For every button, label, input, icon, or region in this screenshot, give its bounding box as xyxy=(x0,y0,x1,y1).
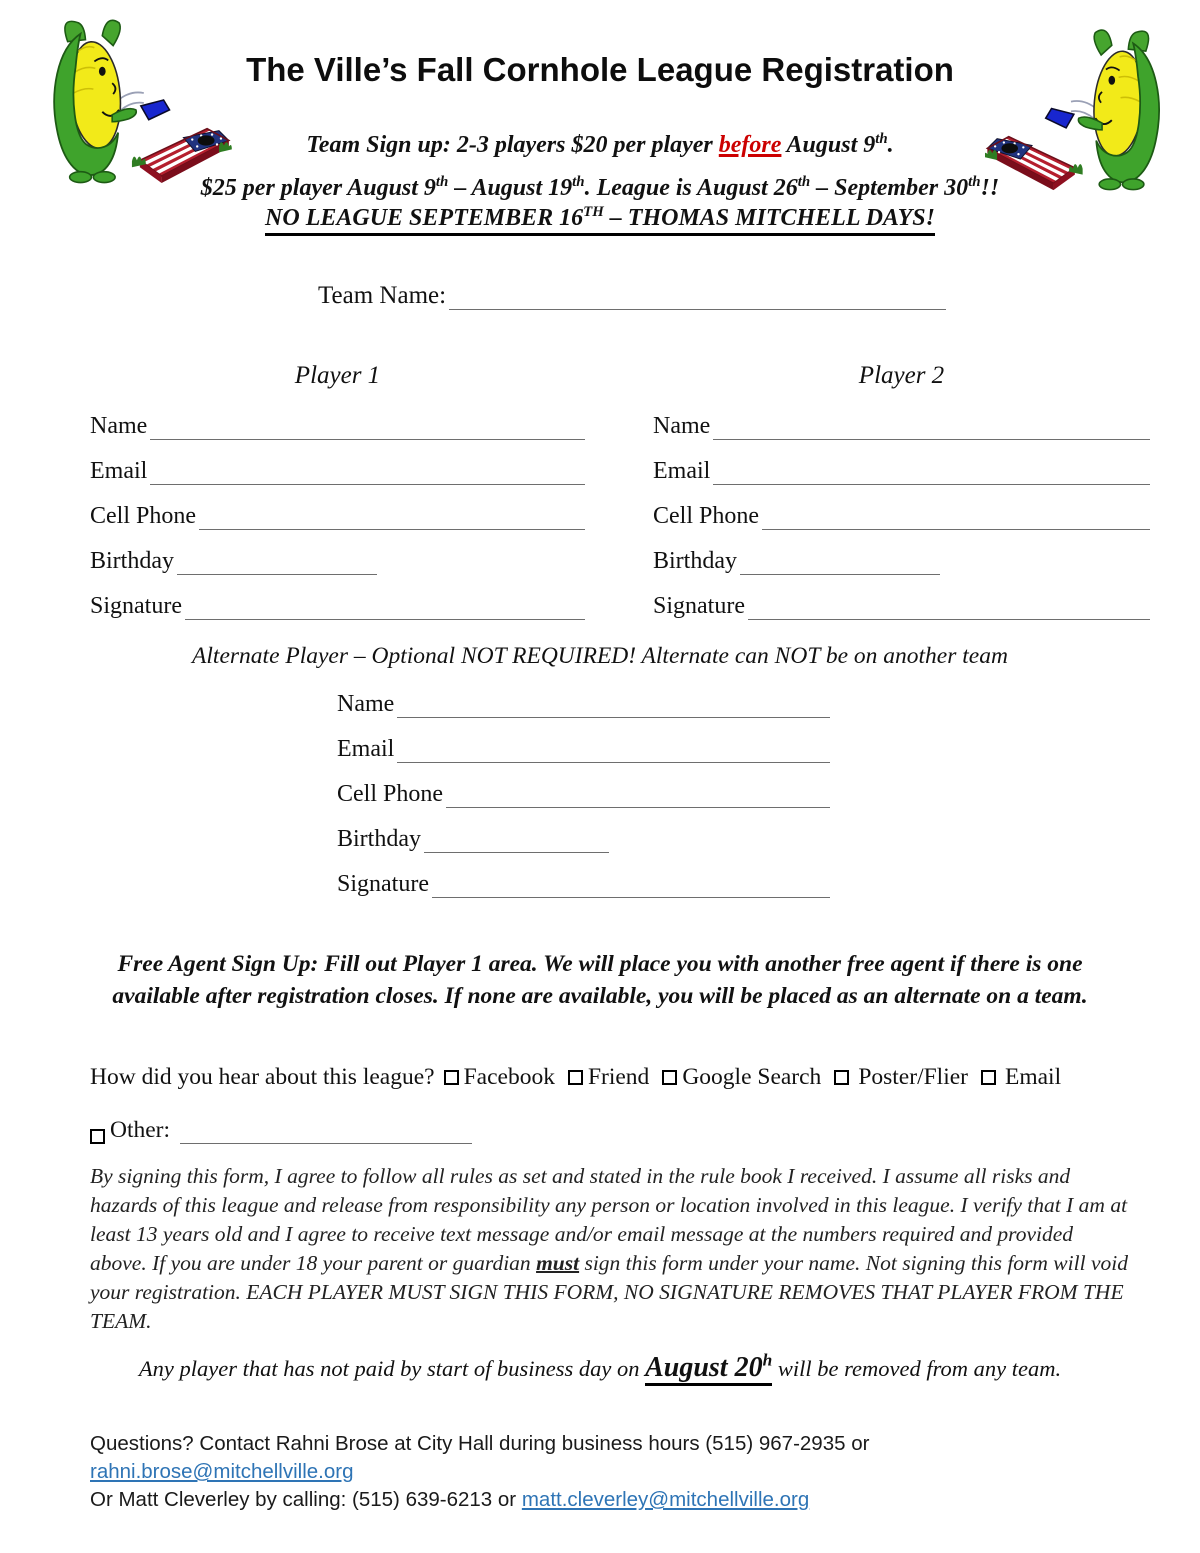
other-blank[interactable] xyxy=(180,1114,472,1144)
player1-cellphone-label: Cell Phone xyxy=(90,503,196,529)
player2-email-label: Email xyxy=(653,458,711,484)
alternate-cellphone-blank[interactable] xyxy=(446,778,830,808)
free-agent-note: Free Agent Sign Up: Fill out Player 1 area. We will place you with another free agent if there is one available after registration closes. If none are available, you will be placed as an alternate on a team. xyxy=(112,951,1088,1009)
team-name-row xyxy=(0,280,1200,310)
player2-signature-blank[interactable] xyxy=(748,590,1150,620)
player1-email-label: Email xyxy=(90,458,148,484)
player1-column xyxy=(90,362,585,635)
player2-birthday-label: Birthday xyxy=(653,548,737,574)
alternate-player-heading: Alternate Player – Optional NOT REQUIRED! Alternate can NOT be on another team xyxy=(192,643,1008,669)
friend-option-label: Friend xyxy=(587,1064,650,1090)
other-checkbox[interactable] xyxy=(90,1129,105,1144)
signup-line-2: $25 per player August 9th – August 19th. League is August 26th – September 30th!! xyxy=(200,174,1000,201)
contact-line-1: Questions? Contact Rahni Brose at City Hall during business hours (515) 967-2935 or rahni.brose@mitchellville.org xyxy=(90,1432,870,1483)
contact-block xyxy=(90,1430,1130,1514)
team-name-label: Team Name: xyxy=(318,282,447,309)
player1-name-label: Name xyxy=(90,413,148,439)
rahni-email-link[interactable]: rahni.brose@mitchellville.org xyxy=(90,1460,354,1483)
poster-flier-checkbox[interactable] xyxy=(834,1070,849,1085)
facebook-checkbox[interactable] xyxy=(444,1070,459,1085)
must-emphasis: must xyxy=(536,1251,580,1275)
legal-paragraph: By signing this form, I agree to follow all rules as set and stated in the rule book I received. I assume all risks and hazards of this league and release from responsibility any person or location involved in this league. I verify that I am at least 13 years old and I agree to receive text message and/or email message at the numbers required and provided above. If you are under 18 your parent or guardian must sign this form under your name. Not signing this form will void your registration. EACH PLAYER MUST SIGN THIS FORM, NO SIGNATURE REMOVES THAT PLAYER FROM THE TEAM. xyxy=(90,1164,1128,1333)
google-search-checkbox[interactable] xyxy=(662,1070,677,1085)
player2-heading: Player 2 xyxy=(858,362,945,389)
signup-line-3: NO LEAGUE SEPTEMBER 16TH – THOMAS MITCHELL DAYS! xyxy=(0,205,1200,236)
alternate-birthday-blank[interactable] xyxy=(424,823,609,853)
contact-line-2: Or Matt Cleverley by calling: (515) 639-6213 or matt.cleverley@mitchellville.org xyxy=(90,1488,810,1511)
signup-line-1: Team Sign up: 2-3 players $20 per player before August 9th. xyxy=(306,131,894,158)
poster-flier-option-label: Poster/Flier xyxy=(858,1064,968,1090)
payment-deadline-line: Any player that has not paid by start of business day on August 20$^h$ will be removed from any team. xyxy=(0,1352,1200,1384)
player1-heading: Player 1 xyxy=(294,362,381,389)
player1-cellphone-blank[interactable] xyxy=(199,500,585,530)
other-option-label: Other: xyxy=(110,1117,171,1143)
alternate-signature-label: Signature xyxy=(337,871,429,897)
hear-about-question: How did you hear about this league? xyxy=(90,1064,435,1090)
players-section xyxy=(0,362,1200,635)
player2-cellphone-blank[interactable] xyxy=(762,500,1150,530)
player1-email-blank[interactable] xyxy=(150,455,585,485)
player2-email-blank[interactable] xyxy=(713,455,1150,485)
player1-birthday-label: Birthday xyxy=(90,548,174,574)
page-title: The Ville’s Fall Cornhole League Registration xyxy=(246,51,954,88)
other-option-row xyxy=(0,1114,1200,1144)
player1-signature-label: Signature xyxy=(90,593,182,619)
player2-signature-label: Signature xyxy=(653,593,745,619)
alternate-name-label: Name xyxy=(337,691,395,717)
email-option-label: Email xyxy=(1004,1064,1062,1090)
hear-about-row xyxy=(0,1062,1200,1092)
alternate-name-blank[interactable] xyxy=(397,688,830,718)
facebook-option-label: Facebook xyxy=(463,1064,555,1090)
before-highlight: before xyxy=(718,132,782,158)
corn-mascot-mirrored-icon xyxy=(985,20,1190,195)
alternate-email-blank[interactable] xyxy=(397,733,830,763)
matt-email-link[interactable]: matt.cleverley@mitchellville.org xyxy=(521,1488,810,1511)
payment-date-emphasis: August 20$^h$ xyxy=(645,1352,772,1386)
friend-checkbox[interactable] xyxy=(568,1070,583,1085)
corn-mascot-icon xyxy=(22,10,232,188)
alternate-birthday-label: Birthday xyxy=(337,826,421,852)
player1-name-blank[interactable] xyxy=(150,410,585,440)
team-name-blank[interactable] xyxy=(449,280,946,310)
google-search-option-label: Google Search xyxy=(682,1064,822,1090)
player2-cellphone-label: Cell Phone xyxy=(653,503,759,529)
player2-birthday-blank[interactable] xyxy=(740,545,940,575)
alternate-signature-blank[interactable] xyxy=(432,868,830,898)
alternate-player-section xyxy=(337,688,830,898)
player2-name-label: Name xyxy=(653,413,711,439)
player1-birthday-blank[interactable] xyxy=(177,545,377,575)
player2-column xyxy=(653,362,1150,635)
player1-signature-blank[interactable] xyxy=(185,590,585,620)
alternate-email-label: Email xyxy=(337,736,395,762)
alternate-cellphone-label: Cell Phone xyxy=(337,781,443,807)
player2-name-blank[interactable] xyxy=(713,410,1150,440)
email-checkbox[interactable] xyxy=(981,1070,996,1085)
